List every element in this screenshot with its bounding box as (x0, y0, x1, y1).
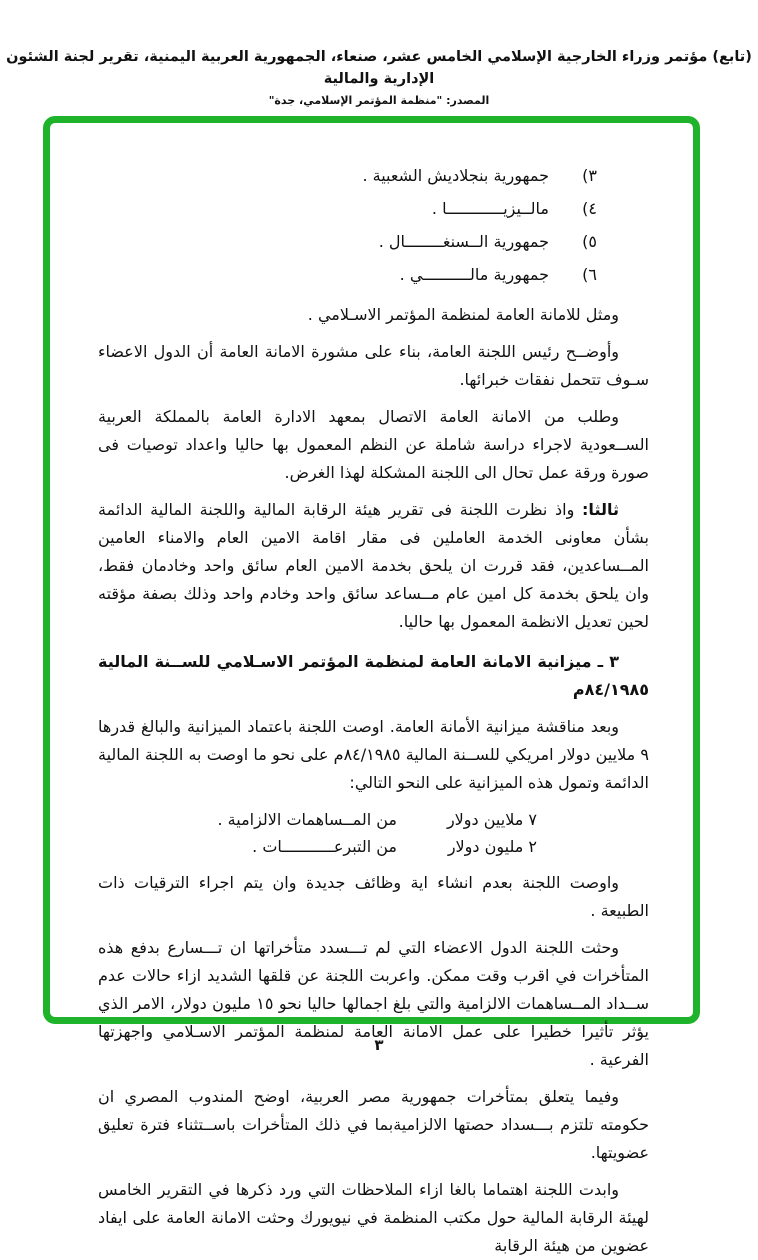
budget-amount: ٧ ملايين دولار (446, 810, 537, 829)
list-item (98, 192, 597, 225)
header-title: (تابع) مؤتمر وزراء الخارجية الإسلامي الخامس عشر، صنعاء، الجمهورية العربية اليمنية، تقرير لجنة الشئون الإدارية والمالية (6, 49, 752, 87)
member-state-list (98, 159, 597, 291)
paragraph-budget: وبعد مناقشة ميزانية الأمانة العامة. اوصت اللجنة باعتماد الميزانية والبالغ قدرها ٩ ملايين دولار امريكي للســنة المالية ٨٤/١٩٨٥م على نحو ما اوصت به اللجنة المالية الدائمة وتمول هذه الميزانية على النحو التالي: (98, 717, 650, 792)
list-item-text: جمهورية بنجلاديش الشعبية . (362, 166, 549, 185)
thirdly-label: ثالثا: (582, 500, 619, 519)
page-number: ٣ (374, 1036, 384, 1054)
paragraph-egypt: وفيما يتعلق بمتأخرات جمهورية مصر العربية، اوضح المندوب المصري ان حكومته تلتزم بـــسداد حصتها الالزاميةبما في ذلك المتأخرات باســتثناء فترة تعليق عضويتها. (98, 1087, 649, 1162)
paragraph-thirdly (98, 496, 649, 636)
list-item (98, 159, 597, 192)
list-item-text: جمهورية مالــــــــــي . (399, 265, 549, 284)
budget-amount: ٢ مليون دولار (447, 837, 537, 856)
paragraph-audit: وابدت اللجنة اهتماما بالغا ازاء الملاحظات التي ورد ذكرها في التقرير الخامس لهيئة الرقابة المالية حول مكتب المنظمة في نيويورك وحثت الامانة العامة على ايفاد عضوين من هيئة الرقابة (98, 1180, 649, 1255)
list-item-text: مالــيزيــــــــــــا . (431, 199, 549, 218)
budget-heading: ٣ ـ ميزانية الامانة العامة لمنظمة المؤتمر الاسـلامي للســنة المالية ٨٤/١٩٨٥م (98, 652, 649, 699)
header-source: المصدر: "منظمة المؤتمر الإسلامي، جدة" (268, 94, 490, 107)
budget-breakdown (98, 806, 537, 860)
secretariat-line: ومثل للامانة العامة لمنظمة المؤتمر الاسـلامي . (307, 305, 619, 324)
budget-row (98, 833, 537, 860)
budget-row (98, 806, 537, 833)
paragraph-chairman: وأوضــح رئيس اللجنة العامة، بناء على مشورة الامانة العامة أن الدول الاعضاء سـوف تتحمل نفقات خبرائها. (98, 342, 649, 389)
document-body (98, 153, 650, 1255)
page-header (0, 46, 758, 107)
list-item-number: ٣) (582, 166, 597, 185)
paragraph-institute: وطلب من الامانة العامة الاتصال بمعهد الادارة العامة بالمملكة العربية الســعودية لاجراء دراسة شاملة عن النظم المعمول بها حاليا واعداد توصيات فى صورة ورقة عمل تحال الى اللجنة المشكلة لهذا الغرض. (98, 407, 649, 482)
list-item-number: ٥) (582, 232, 597, 251)
budget-source: من المــساهمات الالزامية . (217, 810, 397, 829)
list-item-text: جمهورية الــسنغــــــــال . (378, 232, 549, 251)
paragraph-no-posts: واوصت اللجنة بعدم انشاء اية وظائف جديدة وان يتم اجراء الترقيات ذات الطبيعة . (98, 873, 649, 920)
thirdly-text: واذ نظرت اللجنة فى تقرير هيئة الرقابة المالية واللجنة المالية الدائمة بشأن معاونى الخدمة العاملين فى مقار اقامة الامين العام والامناء العامين المــساعدين، فقد قررت ان يلحق بخدمة الامين العام سائق واحد وخادمان فقط، وان يلحق بخدمة كل امين عام مــساعد سائق واحد وخادم واحد وذلك بصفة مؤقته لحين تعديل الانظمة المعمول بها حاليا. (98, 500, 649, 631)
green-frame (43, 116, 700, 1255)
list-item-number: ٦) (582, 265, 597, 284)
budget-source: من التبرعـــــــــــات . (252, 837, 397, 856)
list-item (98, 225, 597, 258)
list-item (98, 258, 597, 291)
paragraph-arrears: وحثت اللجنة الدول الاعضاء التي لم تـــسدد متأخراتها ان تـــسارع بدفع هذه المتأخرات في اقرب وقت ممكن. واعربت اللجنة عن قلقها الشديد ازاء حالات عدم ســداد المــساهمات الالزامية والتي بلغ اجمالها حاليا نحو ١٥ مليون دولار، الامر الذي يؤثر تأثيرا خطيرا على عمل الامانة العامة لمنظمة المؤتمر الاسـلامي واجهزتها الفرعية . (98, 938, 649, 1069)
list-item-number: ٤) (582, 199, 597, 218)
